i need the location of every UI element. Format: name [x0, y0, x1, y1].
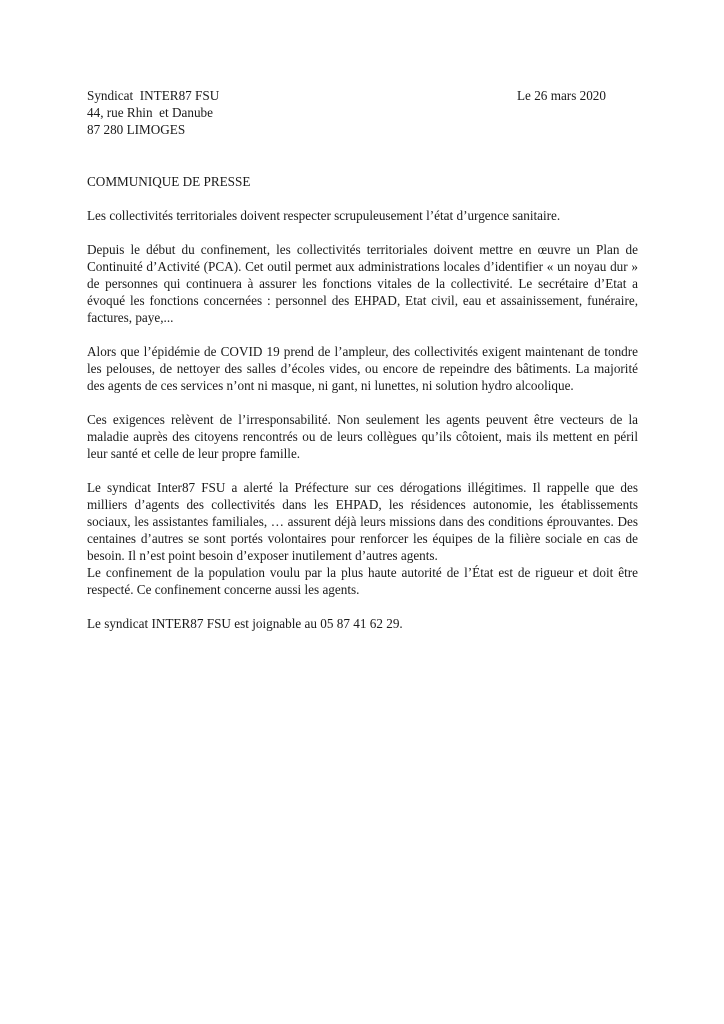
- paragraph-confinement: Le confinement de la population voulu par la plus haute autorité de l’État est de rigueur et doit être respecté. Ce confinement concerne aussi les agents.: [87, 565, 638, 597]
- sender-address-block: [87, 87, 447, 138]
- paragraph-covid-demands: Alors que l’épidémie de COVID 19 prend de l’ampleur, des collectivités exigent maintenant de tondre les pelouses, de nettoyer des salles d’écoles vides, ou encore de repeindre des bâtiments. La majorité des agents de ces services n’ont ni masque, ni gant, ni lunettes, ni solution hydro alcoolique.: [87, 344, 638, 393]
- sender-street: 44, rue Rhin et Danube: [87, 105, 213, 120]
- paragraph-pca: Depuis le début du confinement, les collectivités territoriales doivent mettre en œuvre un Plan de Continuité d’Activité (PCA). Cet outil permet aux administrations locales d’identifier « un noyau dur » de personnes qui continuera à assurer les fonctions vitales de la collectivité. Le secrétaire d’Etat a évoqué les fonctions concernées : personnel des EHPAD, Etat civil, eau et assainissement, funéraire, factures, paye,...: [87, 242, 638, 325]
- paragraph-prefecture-alert: Le syndicat Inter87 FSU a alerté la Préfecture sur ces dérogations illégitimes. Il rappelle que des milliers d’agents des collectivités dans les EHPAD, les résidences autonomie, les établissements sociaux, les assistantes familiales, … assurent déjà leurs missions dans des conditions éprouvantes. Des centaines d’autres se sont portés volontaires pour renforcer les équipes de la filière sociale en cas de besoin. Il n’est point besoin d’exposer inutilement d’autres agents.: [87, 480, 638, 563]
- paragraph-contact: Le syndicat INTER87 FSU est joignable au 05 87 41 62 29.: [87, 616, 403, 631]
- sender-city: 87 280 LIMOGES: [87, 122, 186, 137]
- sender-name: Syndicat INTER87 FSU: [87, 88, 220, 103]
- document-date: Le 26 mars 2020: [517, 88, 606, 103]
- paragraph-intro: Les collectivités territoriales doivent respecter scrupuleusement l’état d’urgence sanitaire.: [87, 208, 561, 223]
- document-title: COMMUNIQUE DE PRESSE: [87, 174, 251, 189]
- document-body: [87, 173, 638, 649]
- paragraph-irresponsibility: Ces exigences relèvent de l’irresponsabilité. Non seulement les agents peuvent être vecteurs de la maladie auprès des citoyens rencontrés ou de leurs collègues qu’ils côtoient, mais ils mettent en péril leur santé et celle de leur propre famille.: [87, 412, 638, 461]
